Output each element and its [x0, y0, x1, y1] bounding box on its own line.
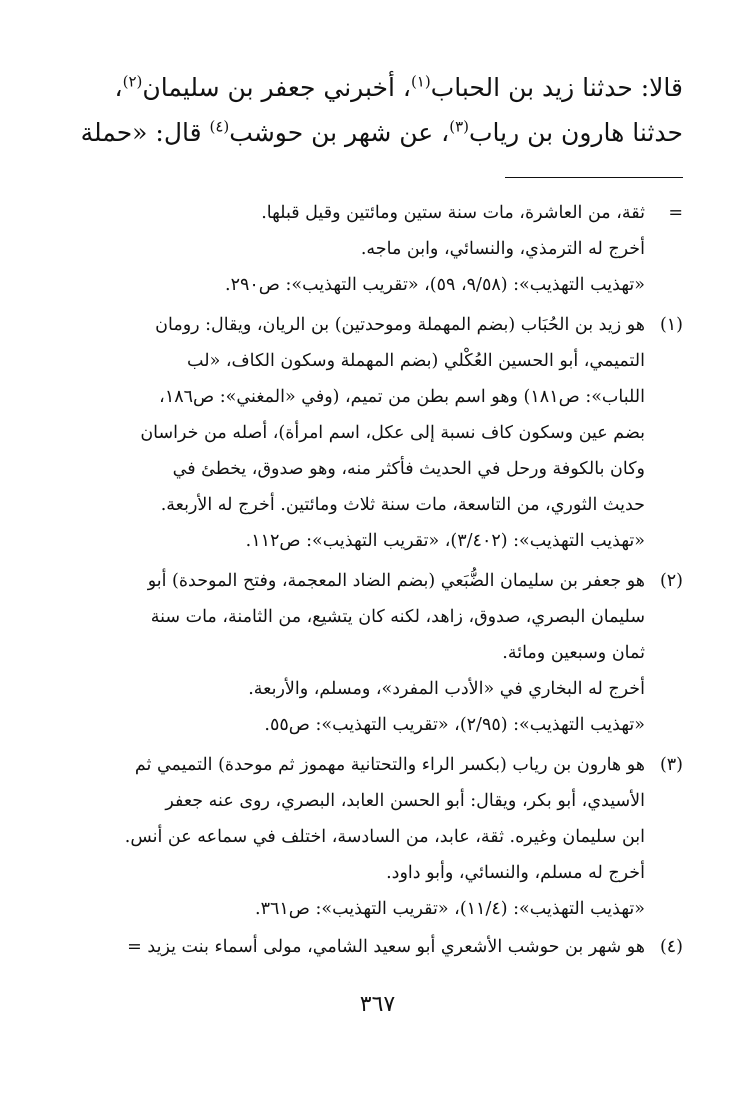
footnote-ref-4: (٤)	[209, 117, 230, 136]
footnote-1-marker: (١)	[659, 315, 683, 335]
footnote-3-line: الأسيدي، أبو بكر، ويقال: أبو الحسن العابد، البصري، روى عنه جعفر	[165, 791, 645, 811]
main-text-segment: قال: «حملة	[80, 118, 210, 147]
footnote-1-line: بضم عين وسكون كاف نسبة إلى عكل، اسم امرأة)، أصله من خراسان	[140, 423, 645, 443]
footnote-2-line: هو جعفر بن سليمان الضُّبَعي (بضم الضاد المعجمة، وفتح الموحدة) أبو	[147, 571, 645, 591]
footnote-1-line: حديث الثوري، من التاسعة، مات سنة ثلاث ومائتين. أخرج له الأربعة.	[160, 495, 645, 515]
page-number: ٣٦٧	[359, 992, 396, 1017]
main-text-segment: حدثنا هارون بن رياب	[468, 118, 683, 147]
footnote-2-line: «تهذيب التهذيب»: (٢/٩٥)، «تقريب التهذيب»: ص٥٥.	[264, 715, 645, 735]
footnote-3-line: هو هارون بن رياب (بكسر الراء والتحتانية مهموز ثم موحدة) التميمي ثم	[134, 755, 645, 775]
footnote-3-line: ابن سليمان وغيره. ثقة، عابد، من السادسة، اختلف في سماعه عن أنس.	[124, 827, 645, 847]
footnote-3-marker: (٣)	[659, 755, 683, 775]
footnote-1-line: «تهذيب التهذيب»: (٣/٤٠٢)، «تقريب التهذيب»: ص١١٢.	[245, 531, 645, 551]
footnote-ref-1: (١)	[410, 72, 431, 91]
footnote-2-line: أخرج له البخاري في «الأدب المفرد»، ومسلم، والأربعة.	[248, 679, 645, 699]
main-text-segment: ، أخبرني جعفر بن سليمان	[142, 73, 411, 102]
main-text-segment: قالا: حدثنا زيد بن الحباب	[430, 73, 683, 102]
main-text-line-2	[63, 113, 683, 153]
footnote-ref-3: (٣)	[449, 117, 469, 136]
footnote-3-line: «تهذيب التهذيب»: (١١/٤)، «تقريب التهذيب»: ص٣٦١.	[255, 899, 645, 919]
footnote-continuation-marker: =	[668, 203, 683, 223]
main-text-segment: ، عن شهر بن حوشب	[229, 118, 450, 147]
footnote-3-line: أخرج له مسلم، والنسائي، وأبو داود.	[386, 863, 645, 883]
main-text-line-1	[63, 68, 683, 108]
footnote-2-line: سليمان البصري، صدوق، زاهد، لكنه كان يتشيع، من الثامنة، مات سنة	[150, 607, 645, 627]
footnote-2-marker: (٢)	[659, 571, 683, 591]
footnote-1-line: هو زيد بن الحُبَاب (بضم المهملة وموحدتين) بن الريان، ويقال: رومان	[155, 315, 645, 335]
footnote-1-line: اللباب»: ص١٨١) وهو اسم بطن من تميم، (وفي «المغني»: ص١٨٦،	[159, 387, 645, 407]
footnote-4-line: هو شهر بن حوشب الأشعري أبو سعيد الشامي، مولى أسماء بنت يزيد =	[127, 937, 645, 957]
footnote-2-line: ثمان وسبعين ومائة.	[502, 643, 645, 663]
footnote-1-line: وكان بالكوفة ورحل في الحديث فأكثر منه، وهو صدوق، يخطئ في	[172, 459, 645, 479]
footnote-4-marker: (٤)	[659, 937, 683, 957]
footnote-continuation-line: «تهذيب التهذيب»: (٩/٥٨، ٥٩)، «تقريب التهذيب»: ص٢٩٠.	[224, 275, 645, 295]
main-text-segment: ،	[114, 73, 123, 102]
footnote-ref-2: (٢)	[122, 72, 143, 91]
footnote-continuation-line: ثقة، من العاشرة، مات سنة ستين ومائتين وقيل قبلها.	[261, 203, 645, 223]
footnote-continuation-line: أخرج له الترمذي، والنسائي، وابن ماجه.	[360, 239, 645, 259]
footnote-1-line: التميمي، أبو الحسين العُكْلي (بضم المهملة وسكون الكاف، «لب	[187, 351, 645, 371]
footnote-separator	[505, 177, 683, 178]
